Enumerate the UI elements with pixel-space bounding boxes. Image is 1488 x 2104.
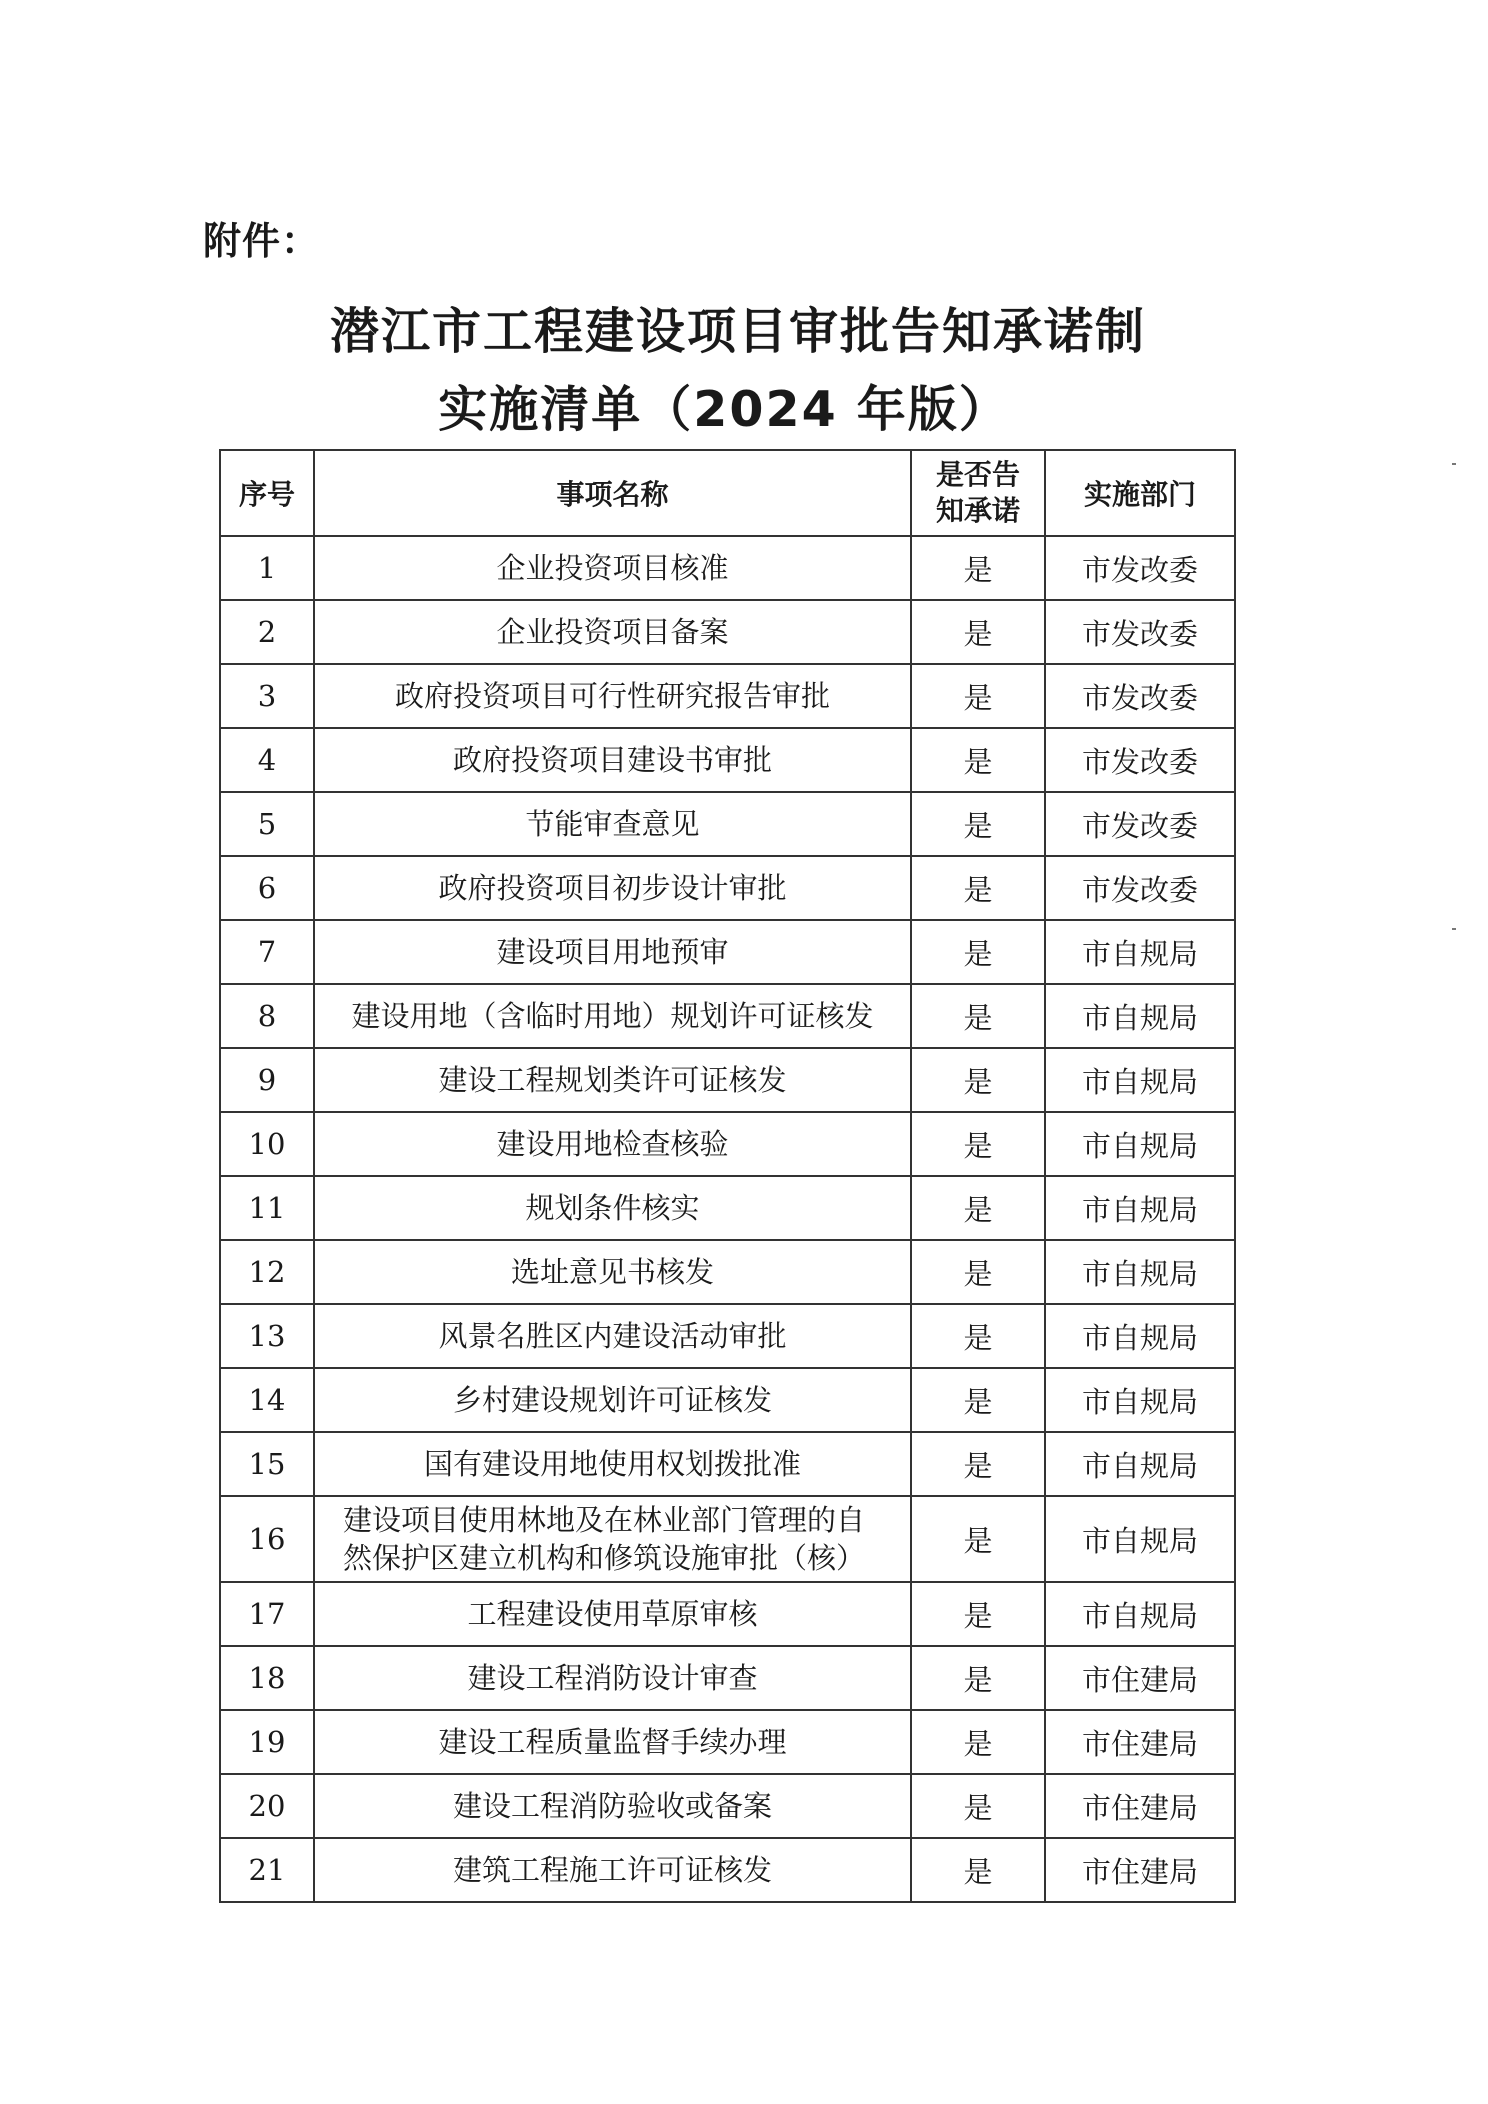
cell-seq: 10	[220, 1112, 314, 1176]
cell-promise: 是	[911, 1774, 1045, 1838]
table-row	[220, 1432, 1235, 1496]
cell-name: 风景名胜区内建设活动审批	[314, 1304, 911, 1368]
cell-name: 建设用地检查核验	[314, 1112, 911, 1176]
cell-name: 建设用地（含临时用地）规划许可证核发	[314, 984, 911, 1048]
header-promise-line1: 是否告	[935, 458, 1020, 491]
cell-dept: 市住建局	[1045, 1646, 1235, 1710]
cell-promise: 是	[911, 1432, 1045, 1496]
cell-dept: 市住建局	[1045, 1774, 1235, 1838]
cell-dept: 市自规局	[1045, 1048, 1235, 1112]
table-row	[220, 1176, 1235, 1240]
table-row	[220, 1048, 1235, 1112]
cell-dept: 市发改委	[1045, 600, 1235, 664]
table-row	[220, 728, 1235, 792]
cell-seq: 9	[220, 1048, 314, 1112]
cell-promise: 是	[911, 1304, 1045, 1368]
cell-name-line2: 然保护区建立机构和修筑设施审批（核）	[343, 1541, 866, 1575]
table-row	[220, 856, 1235, 920]
implementation-list-table	[219, 449, 1236, 1903]
cell-dept: 市发改委	[1045, 664, 1235, 728]
cell-seq: 16	[220, 1496, 314, 1582]
cell-promise: 是	[911, 1048, 1045, 1112]
cell-name: 建设工程消防验收或备案	[314, 1774, 911, 1838]
cell-name: 政府投资项目初步设计审批	[314, 856, 911, 920]
cell-promise: 是	[911, 600, 1045, 664]
cell-name: 国有建设用地使用权划拨批准	[314, 1432, 911, 1496]
cell-dept: 市住建局	[1045, 1710, 1235, 1774]
cell-seq: 11	[220, 1176, 314, 1240]
cell-seq: 1	[220, 536, 314, 600]
cell-dept: 市自规局	[1045, 1432, 1235, 1496]
cell-seq: 14	[220, 1368, 314, 1432]
cell-promise: 是	[911, 1838, 1045, 1902]
table-row	[220, 1838, 1235, 1902]
cell-name: 选址意见书核发	[314, 1240, 911, 1304]
table-row	[220, 1646, 1235, 1710]
cell-seq: 3	[220, 664, 314, 728]
cell-dept: 市自规局	[1045, 1176, 1235, 1240]
cell-dept: 市住建局	[1045, 1838, 1235, 1902]
cell-promise: 是	[911, 920, 1045, 984]
cell-name: 建设工程消防设计审查	[314, 1646, 911, 1710]
cell-seq: 20	[220, 1774, 314, 1838]
cell-seq: 6	[220, 856, 314, 920]
cell-promise: 是	[911, 984, 1045, 1048]
cell-promise: 是	[911, 536, 1045, 600]
table-row	[220, 792, 1235, 856]
header-dept: 实施部门	[1045, 450, 1235, 536]
cell-dept: 市发改委	[1045, 536, 1235, 600]
cell-seq: 2	[220, 600, 314, 664]
header-promise-line2: 知承诺	[935, 494, 1020, 527]
cell-name: 建设工程规划类许可证核发	[314, 1048, 911, 1112]
cell-dept: 市发改委	[1045, 856, 1235, 920]
cell-name: 建设项目用地预审	[314, 920, 911, 984]
cell-dept: 市自规局	[1045, 984, 1235, 1048]
document-title-line2: 实施清单（2024 年版）	[438, 381, 1010, 438]
cell-promise: 是	[911, 1176, 1045, 1240]
cell-seq: 12	[220, 1240, 314, 1304]
cell-promise: 是	[911, 1368, 1045, 1432]
cell-name	[314, 1496, 911, 1582]
cell-name: 建设工程质量监督手续办理	[314, 1710, 911, 1774]
table-row	[220, 1582, 1235, 1646]
table-row	[220, 600, 1235, 664]
table-header-row	[220, 450, 1235, 536]
cell-promise: 是	[911, 1240, 1045, 1304]
cell-name: 政府投资项目建设书审批	[314, 728, 911, 792]
attachment-label: 附件：	[203, 219, 321, 263]
cell-promise: 是	[911, 1112, 1045, 1176]
cell-promise: 是	[911, 1646, 1045, 1710]
cell-dept: 市自规局	[1045, 1496, 1235, 1582]
table-row	[220, 1304, 1235, 1368]
cell-name: 工程建设使用草原审核	[314, 1582, 911, 1646]
cell-seq: 8	[220, 984, 314, 1048]
cell-dept: 市自规局	[1045, 1304, 1235, 1368]
table-row	[220, 984, 1235, 1048]
cell-promise: 是	[911, 664, 1045, 728]
cell-name-line1: 建设项目使用林地及在林业部门管理的自	[343, 1503, 866, 1537]
cell-promise: 是	[911, 1496, 1045, 1582]
cell-name: 规划条件核实	[314, 1176, 911, 1240]
table-row	[220, 1240, 1235, 1304]
cell-name: 政府投资项目可行性研究报告审批	[314, 664, 911, 728]
cell-seq: 7	[220, 920, 314, 984]
cell-name: 建筑工程施工许可证核发	[314, 1838, 911, 1902]
cell-dept: 市自规局	[1045, 1240, 1235, 1304]
table-row	[220, 1112, 1235, 1176]
cell-name: 乡村建设规划许可证核发	[314, 1368, 911, 1432]
table-row	[220, 920, 1235, 984]
cell-dept: 市发改委	[1045, 728, 1235, 792]
document-title-line1: 潜江市工程建设项目审批告知承诺制	[329, 303, 1146, 360]
cell-dept: 市自规局	[1045, 1368, 1235, 1432]
cell-dept: 市自规局	[1045, 1582, 1235, 1646]
cell-promise: 是	[911, 792, 1045, 856]
cell-name: 企业投资项目核准	[314, 536, 911, 600]
cell-seq: 15	[220, 1432, 314, 1496]
table-row	[220, 1368, 1235, 1432]
table-row	[220, 1496, 1235, 1582]
cell-seq: 17	[220, 1582, 314, 1646]
header-name: 事项名称	[314, 450, 911, 536]
cell-seq: 21	[220, 1838, 314, 1902]
cell-seq: 5	[220, 792, 314, 856]
cell-dept: 市发改委	[1045, 792, 1235, 856]
table-row	[220, 1710, 1235, 1774]
cell-dept: 市自规局	[1045, 1112, 1235, 1176]
cell-promise: 是	[911, 1582, 1045, 1646]
cell-name: 企业投资项目备案	[314, 600, 911, 664]
cell-seq: 19	[220, 1710, 314, 1774]
cell-dept: 市自规局	[1045, 920, 1235, 984]
header-seq: 序号	[220, 450, 314, 536]
scan-speck	[1452, 928, 1456, 930]
cell-promise: 是	[911, 1710, 1045, 1774]
table-row	[220, 664, 1235, 728]
scan-speck	[1452, 463, 1456, 465]
cell-promise: 是	[911, 728, 1045, 792]
cell-seq: 18	[220, 1646, 314, 1710]
cell-seq: 13	[220, 1304, 314, 1368]
table-row	[220, 1774, 1235, 1838]
cell-name: 节能审查意见	[314, 792, 911, 856]
cell-promise: 是	[911, 856, 1045, 920]
header-promise	[911, 450, 1045, 536]
table-row	[220, 536, 1235, 600]
cell-seq: 4	[220, 728, 314, 792]
